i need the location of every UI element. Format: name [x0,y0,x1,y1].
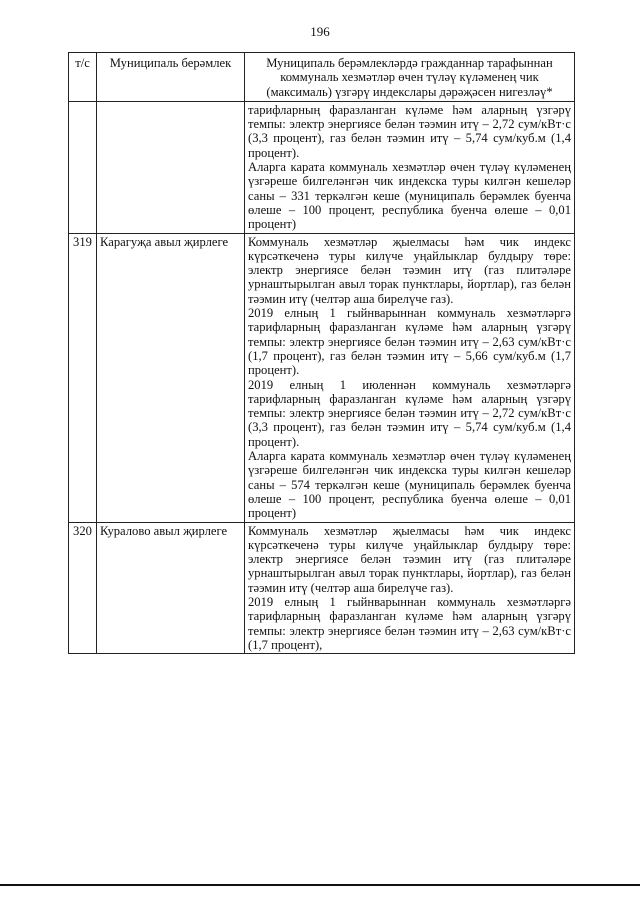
description-paragraph: 2019 елның 1 гыйнварыннан коммуналь хезмәтләргә тарифларның фаразланган күләме һәм аларның үзгәрү темпы: электр энергиясе белән тәэмин итү – 2,63 сум/кВт·с (1,7 процент), газ белән тәэмин итү – 5,66 сум/куб.м (1,7 процент). [248,306,571,378]
description-paragraph: Аларга карата коммуналь хезмәтләр өчен түләү күләменең үзгәреше билгеләнгән чик индекска туры килгән кешеләр саны – 574 теркәлгән кеше (муниципаль берәмлек буенча өлеше – 100 процент, республика буенча өлеше – 0,01 процент) [248,449,571,521]
row-number [69,101,97,233]
header-description: Муниципаль берәмлекләрдә гражданнар тарафыннан коммуналь хезмәтләр өчен түләү күләменең чик (максималь) үзгәрү индекслары дәрәҗәсен нигезләү* [245,53,575,102]
header-num: т/с [69,53,97,102]
description-paragraph: Коммуналь хезмәтләр җыелмасы һәм чик индекс күрсәткеченә туры килүче уңайлыклар булдыру төре: электр энергиясе белән тәэмин итү (газ плитәләре урнаштырылган авыл торак пунктлары, йортлар), газ белән тәэмин итү (челтәр аша бирелүче газ). [248,523,571,595]
row-municipality [97,101,245,233]
tariff-table [68,52,575,654]
description-paragraph: тарифларның фаразланган күләме һәм аларның үзгәрү темпы: электр энергиясе белән тәэмин итү – 2,72 сум/кВт·с (3,3 процент), газ белән тәэмин итү – 5,74 сум/куб.м (1,4 процент). [248,102,571,160]
row-number: 319 [69,233,97,522]
table-row [69,233,575,522]
row-description [245,101,575,233]
description-paragraph: 2019 елның 1 июленнән коммуналь хезмәтләргә тарифларның фаразланган күләме һәм аларның үзгәрү темпы: электр энергиясе белән тәэмин итү – 2,72 сум/кВт·с (3,3 процент), газ белән тәэмин итү – 5,74 сум/куб.м (1,4 процент). [248,377,571,449]
header-municipality: Муниципаль берәмлек [97,53,245,102]
description-paragraph: Коммуналь хезмәтләр җыелмасы һәм чик индекс күрсәткеченә туры килүче уңайлыклар булдыру төре: электр энергиясе белән тәэмин итү (газ плитәләре урнаштырылган авыл торак пунктлары, йортлар), газ белән тәэмин итү (челтәр аша бирелүче газ). [248,234,571,306]
row-municipality: Карагуҗа авыл җирлеге [97,233,245,522]
table-row [69,101,575,233]
table-header-row [69,53,575,102]
row-description [245,233,575,522]
page-bottom-rule [0,884,640,886]
row-number: 320 [69,522,97,654]
row-description [245,522,575,654]
description-paragraph: Аларга карата коммуналь хезмәтләр өчен түләү күләменең үзгәреше билгеләнгән чик индекска туры килгән кешеләр саны – 331 теркәлгән кеше (муниципаль берәмлек буенча өлеше – 100 процент, республика буенча өлеше – 0,01 процент) [248,160,571,232]
description-paragraph: 2019 елның 1 гыйнварыннан коммуналь хезмәтләргә тарифларның фаразланган күләме һәм аларның үзгәрү темпы: электр энергиясе белән тәэмин итү – 2,63 сум/кВт·с (1,7 процент), [248,594,571,652]
table-row [69,522,575,654]
row-municipality: Куралово авыл җирлеге [97,522,245,654]
page-number: 196 [310,24,330,39]
